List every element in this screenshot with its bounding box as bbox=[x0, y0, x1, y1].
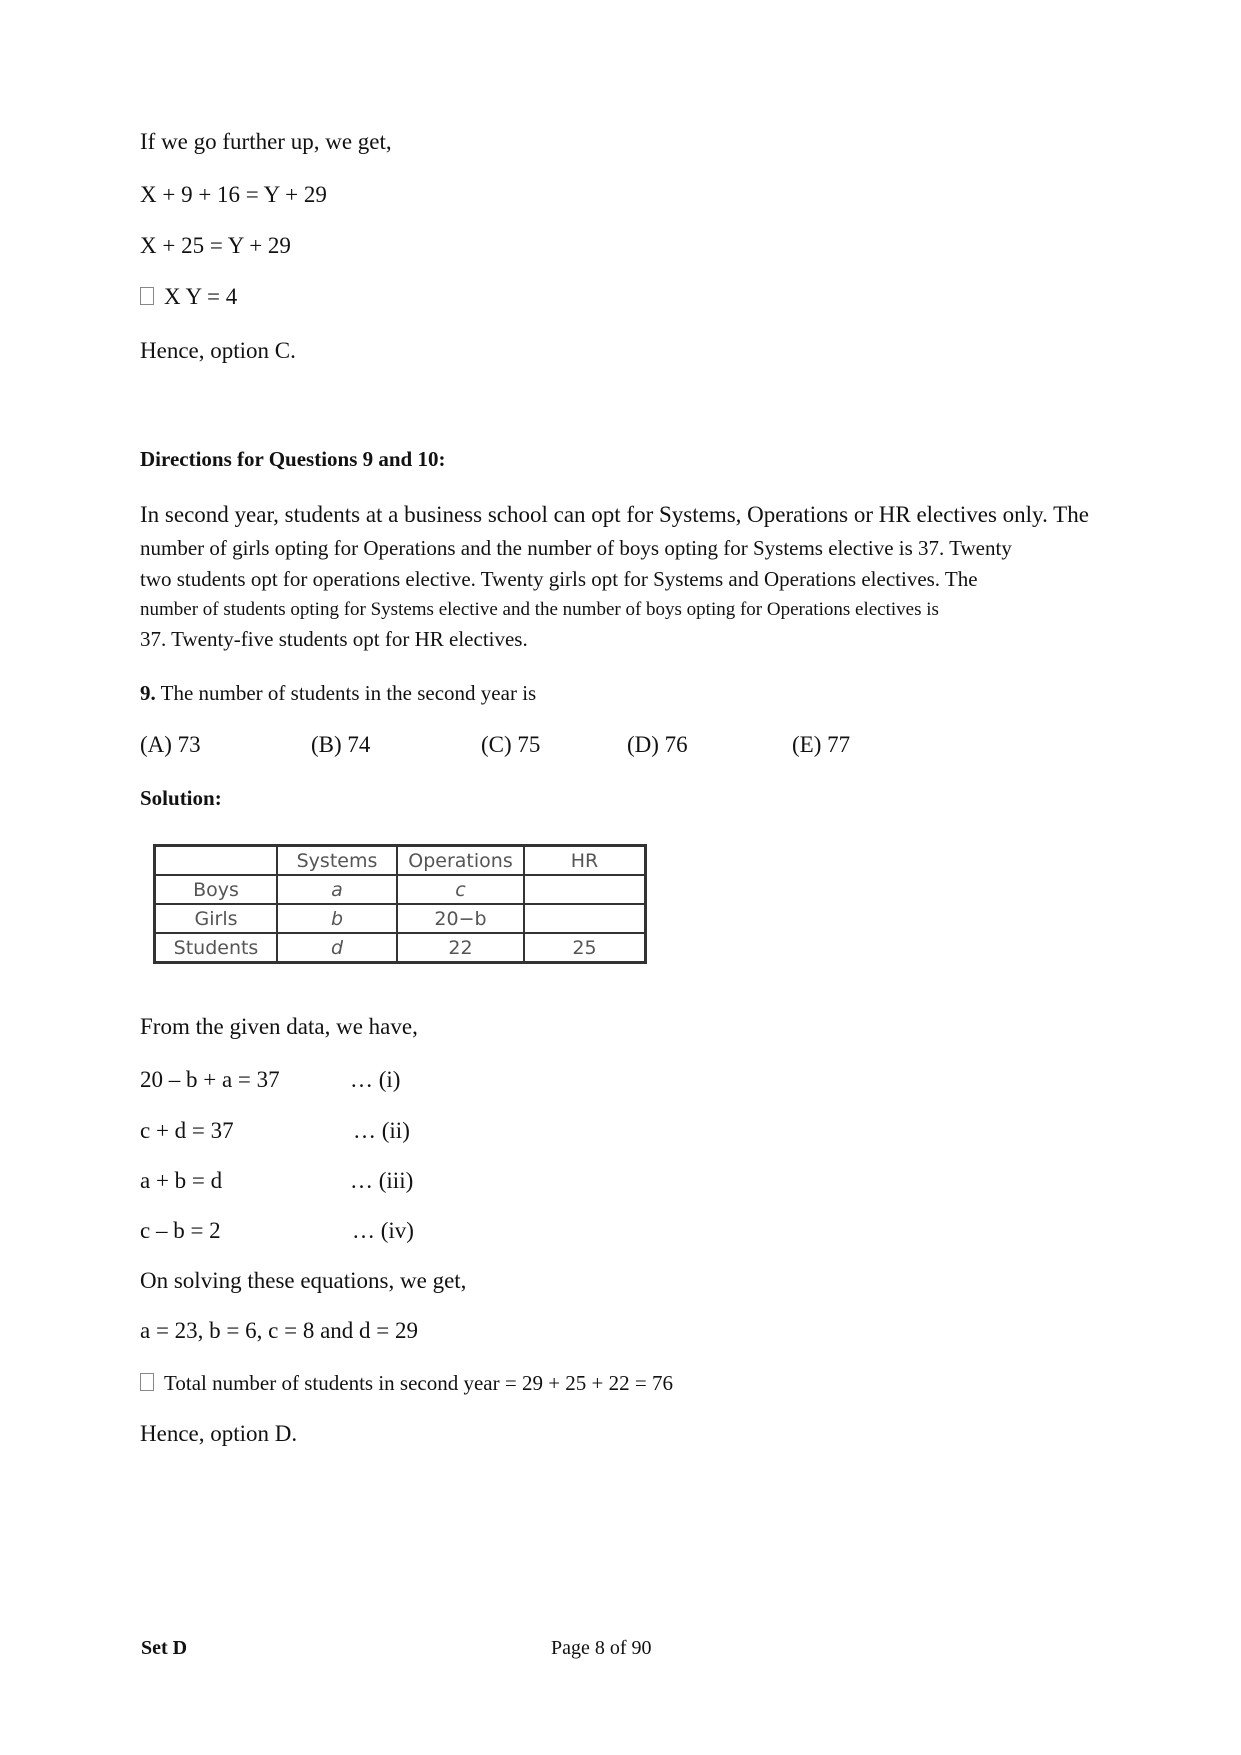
table-cell: 20−b bbox=[397, 904, 524, 933]
directions-line: number of students opting for Systems elective and the number of boys opting for Operations electives is bbox=[140, 599, 939, 620]
solution-table bbox=[153, 844, 647, 964]
equation-row bbox=[140, 1117, 640, 1145]
option-c: (C) 75 bbox=[481, 732, 541, 757]
table-cell: d bbox=[277, 933, 397, 963]
equation: a + b = d bbox=[140, 1168, 223, 1193]
table-row bbox=[155, 904, 646, 933]
options-row bbox=[140, 731, 1040, 759]
directions-line: two students opt for operations elective. Twenty girls opt for Systems and Operations electives. The bbox=[140, 567, 978, 591]
table-cell bbox=[524, 875, 646, 904]
question-number: 9. bbox=[140, 681, 156, 705]
text-line: From the given data, we have, bbox=[140, 1014, 418, 1039]
table-header: Operations bbox=[397, 846, 524, 876]
equation-row bbox=[140, 1066, 640, 1094]
equation: X + 25 = Y + 29 bbox=[140, 233, 291, 258]
directions-line: In second year, students at a business school can opt for Systems, Operations or HR electives only. The bbox=[140, 502, 1089, 527]
equation-ref: … (iv) bbox=[352, 1218, 414, 1243]
solution-label: Solution: bbox=[140, 786, 222, 810]
option-d: (D) 76 bbox=[627, 732, 688, 757]
missing-glyph-icon bbox=[140, 1373, 154, 1391]
row-label: Students bbox=[155, 933, 278, 963]
equation: c – b = 2 bbox=[140, 1218, 221, 1243]
table-header: Systems bbox=[277, 846, 397, 876]
table-cell: b bbox=[277, 904, 397, 933]
row-label: Girls bbox=[155, 904, 278, 933]
option-e: (E) 77 bbox=[792, 732, 851, 757]
table-row bbox=[155, 933, 646, 963]
table-header: HR bbox=[524, 846, 646, 876]
equation-row bbox=[140, 1217, 640, 1245]
option-b: (B) 74 bbox=[311, 732, 371, 757]
table-header-row bbox=[155, 846, 646, 876]
table-cell bbox=[524, 904, 646, 933]
equation: X + 9 + 16 = Y + 29 bbox=[140, 182, 327, 207]
values-line: a = 23, b = 6, c = 8 and d = 29 bbox=[140, 1318, 419, 1343]
table-cell bbox=[155, 846, 278, 876]
question bbox=[140, 679, 536, 707]
footer-page-number: Page 8 of 90 bbox=[551, 1637, 652, 1659]
table-cell: 22 bbox=[397, 933, 524, 963]
equation: 20 – b + a = 37 bbox=[140, 1067, 280, 1092]
equation-therefore bbox=[140, 283, 237, 311]
equation-ref: … (iii) bbox=[350, 1168, 414, 1193]
total-text: Total number of students in second year = 29 + 25 + 22 = 76 bbox=[164, 1371, 673, 1395]
table-cell: 25 bbox=[524, 933, 646, 963]
directions-line: 37. Twenty-five students opt for HR electives. bbox=[140, 627, 528, 651]
option-a: (A) 73 bbox=[140, 732, 201, 757]
equation: c + d = 37 bbox=[140, 1118, 234, 1143]
table-cell: c bbox=[397, 875, 524, 904]
equation-row bbox=[140, 1167, 640, 1195]
equation-ref: … (i) bbox=[350, 1067, 401, 1092]
directions-line: number of girls opting for Operations and the number of boys opting for Systems elective is 37. Twenty bbox=[140, 536, 1012, 560]
table-row bbox=[155, 875, 646, 904]
footer-set: Set D bbox=[141, 1637, 188, 1659]
table-cell: a bbox=[277, 875, 397, 904]
answer-line: Hence, option D. bbox=[140, 1421, 298, 1446]
directions-heading: Directions for Questions 9 and 10: bbox=[140, 447, 446, 471]
equation: X Y = 4 bbox=[164, 284, 238, 309]
text-line: If we go further up, we get, bbox=[140, 129, 392, 154]
question-text: The number of students in the second year is bbox=[160, 681, 537, 705]
total-line bbox=[140, 1369, 673, 1397]
text-line: On solving these equations, we get, bbox=[140, 1268, 467, 1293]
answer-line: Hence, option C. bbox=[140, 338, 296, 363]
equation-ref: … (ii) bbox=[353, 1118, 410, 1143]
missing-glyph-icon bbox=[140, 287, 154, 305]
row-label: Boys bbox=[155, 875, 278, 904]
